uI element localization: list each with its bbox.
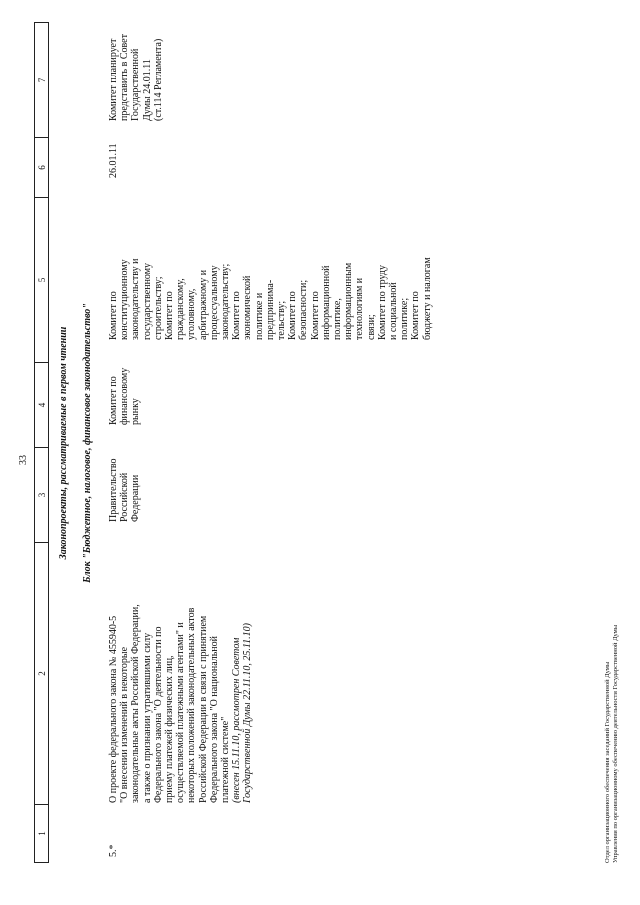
column-header-6: 6 [35, 138, 49, 198]
bill-title: О проекте федерального закона № 455940-5 "О внесении изменений в некоторые законодательные акты Российской Федерации, а также о признании утратившими силу Федерального закона "О деятельности по приему платежей физических лиц, осуществляемой платежными агентами" и некоторых положений законодательных актов Российской Федерации в связи с принятием Федерального закона "О национальной платежной системе" [108, 604, 232, 803]
note-cell: Комитет планирует представить в Совет Государственной Думы 24.01.11 (ст.114 Регламента) [108, 34, 164, 121]
footer-line-1: Отдел организационного обеспечения заседаний Государственной Думы [604, 661, 611, 863]
responsible-committee-cell: Комитет по финансовому рынку [108, 367, 142, 425]
column-header-3: 3 [35, 448, 49, 543]
column-header-row [34, 22, 49, 863]
footer-line-2: Управления по организационному обеспечению деятельности Государственной Думы [612, 624, 619, 863]
page-number: 33 [18, 455, 29, 465]
block-title: Блок "Бюджетное, налоговое, финансовое законодательство" [82, 303, 93, 583]
footer [604, 625, 620, 863]
row-number: 5.* [108, 844, 119, 857]
column-header-4: 4 [35, 363, 49, 448]
bill-title-cell [108, 528, 254, 803]
date-cell: 26.01.11 [108, 143, 119, 178]
author-cell: Правительство Российской Федерации [108, 458, 142, 522]
bill-submission-note: (внесен 15.11.10, рассмотрен Советом Государственной Думы 22.11.10, 25.11.10) [231, 623, 254, 803]
column-header-1: 1 [35, 805, 49, 863]
section-title: Законопроекты, рассматриваемые в первом чтении [58, 326, 69, 560]
column-header-5: 5 [35, 198, 49, 363]
co-executor-committees-cell: Комитет по конституционному законодательству и государственному строительству; Комитет по гражданскому, уголовному, арбитражному и процессуальному законодательству; Комитет по экономической политике и предпринима- тельству; Комитет по безопасности; Комитет по информационной политике, информационным технологиям и связи; Комитет по труду и социальной политике; Комитет по бюджету и налогам [108, 257, 433, 340]
column-header-7: 7 [35, 23, 49, 138]
column-header-2: 2 [35, 543, 49, 805]
